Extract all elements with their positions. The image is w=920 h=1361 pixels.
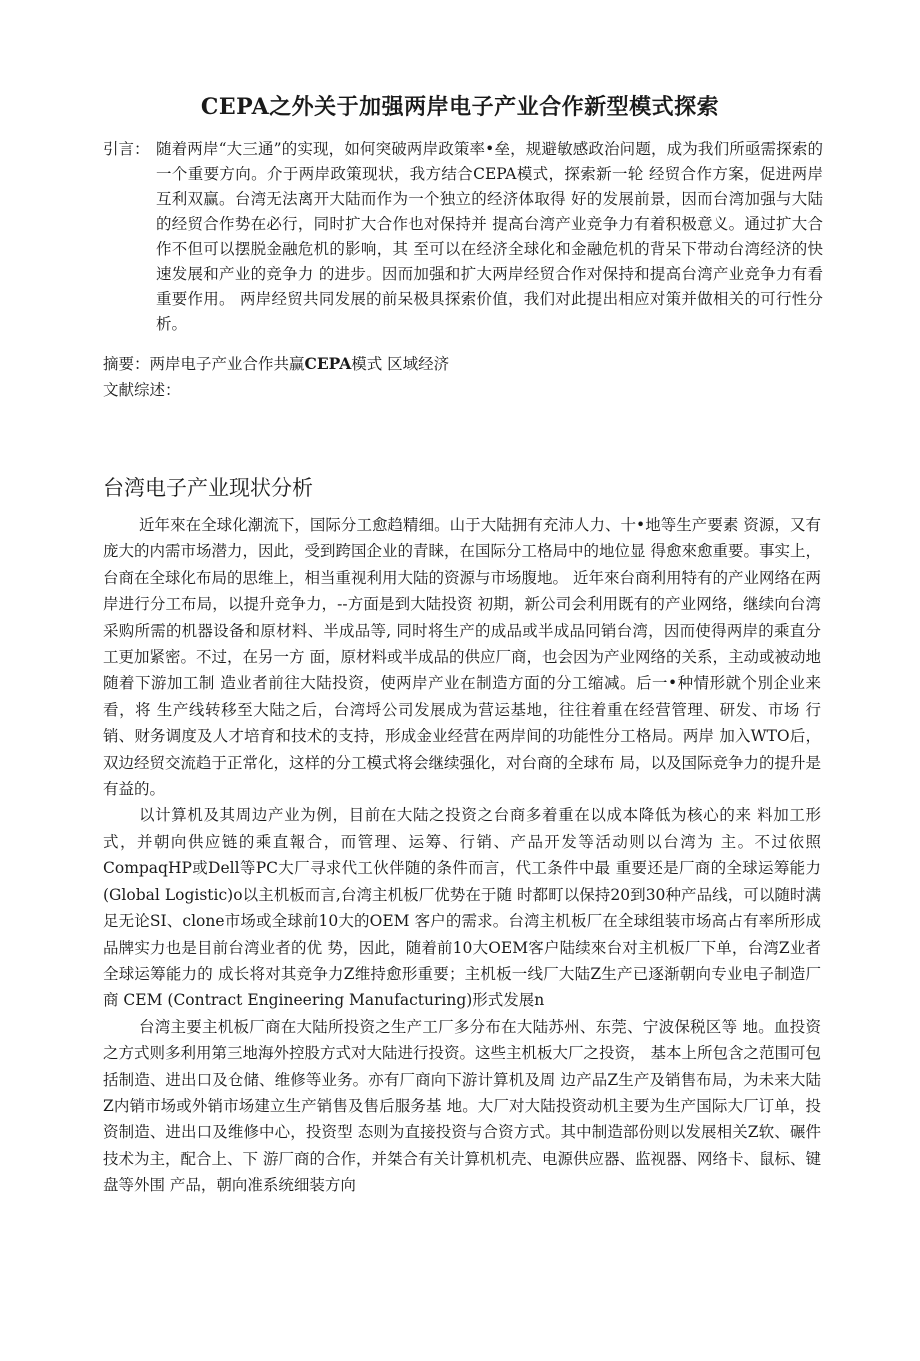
abstract-text-part2: 模式 区域经济 [351,355,450,373]
intro-text: 随着两岸“大三通”的实现，如何突破两岸政策率•垒，规避敏感政治问题，成为我们所亟需探索的一个重要方向。介于两岸政策现状，我方结合CEPA模式，探索新一轮 经贸合作方案，促进两岸互利双赢。台湾无法离开大陆而作为一个独立的经济体取得 好的发展前景，因而台湾加强与大陆的经贸合作势在必行，同时扩大合作也对保持并 提高台湾产业竞争力有着积极意义。通过扩大合作不但可以摆脱金融危机的影响，其 至可以在经济全球化和金融危机的背呆下带动台湾经济的快速发展和产业的竞争力 的进步。因而加强和扩大两岸经贸合作对保持和提高台湾产业竞争力有看重要作用。 两岸经贸共同发展的前呆极具探索价值，我们对此提出相应对策并做相关的可行性分 析。 [156,140,823,333]
body-paragraph-3: 台湾主要主机板厂商在大陆所投资之生产工厂多分布在大陆苏州、东莞、宁波保税区等 地。血投资之方式则多利用第三地海外控股方式对大陆进行投资。这些主机板大厂之投资， 基本上所包含之范围可包括制造、进出口及仓储、维修等业务。亦有厂商向下游计算机及周 边产品Z生产及销售布局，为未来大陆Z内销市场或外销市场建立生产销售及售后服务基 地。大厂对大陆投资动机主要为生产国际大厂订单，投资制造、进出口及维修中心，投资型 态则为直接投资与合资方式。其中制造部份则以发展相关Z软、碾件技术为主，配合上、下 游厂商的合作，并桀合有关计算机机壳、电源供应器、监视器、网络卡、鼠标、键盘等外围 产品，朝向准系统细装方向 [103,1017,821,1195]
section-body [103,512,821,1199]
body-paragraph-1: 近年來在全球化潮流下，国际分工愈趋精细。山于大陆拥有充沛人力、十•地等生产要素 资源，又有庞大的内需市场潜力，因此，受到跨国企业的青睐，在国际分工格局中的地位显 得愈來愈重要。事实上，台商在全球化布局的思维上，相当重视利用大陆的资源与市场腹地。 近年來台商利用特有的产业网络在两岸进行分工布局，以提升竞争力，--方面是到大陆投资 初期，新公司会利用既有的产业网络，继续向台湾采购所需的机器设备和原材料、半成品等, 同时将生产的成品或半成品冋销台湾，因而使得两岸的乘直分工更加紧密。不过，在另一方 面，原材料或半成品的供应厂商，也会因为产业网络的关系，主动或被动地随着下游加工制 造业者前往大陆投资，使两岸产业在制造方面的分工缩减。后一•种情形就个別企业来看，将 生产线转移至大陆之后，台湾埒公司发展成为营运基地，往往着重在经营管理、研发、市场 行销、财务调度及人才培育和技术的支持，形成金业经营在两岸间的功能性分工格局。两岸 加入WTO后，双边经贸交流趋于正常化，这样的分工模式将会继续强化，对台商的全球布 局，以及国际竞争力的提升是有益的。 [103,516,821,799]
abstract-keyword: CEPA [304,354,352,373]
document-title: CEPA之外关于加强两岸电子产业合作新型模式探索 [200,94,720,120]
section-heading: 台湾电子产业现状分析 [103,476,313,500]
literature-review-label: 文献综述： [103,381,181,399]
abstract-label: 摘要： [103,355,150,373]
body-paragraph-2: 以计算机及其周边产业为例，目前在大陆之投资之台商多着重在以成本降低为核心的来 料加工形式，并朝向供应链的乘直報合，而管理、运筹、行销、产品开发等活动则以台湾为 主。不过依照CompaqHP或Dell等PC大厂寻求代工伙伴随的条件而言，代工条件中最 重要还是厂商的全球运筹能力(Global Logistic)o以主机板而言,台湾主机板厂优势在于随 时都町以保持20到30种产品线，可以随时满足无论SI、clone市场或全球前10大的OEM 客户的需求。台湾主机板厂在全球组装市场高占有率所形成品牌实力也是目前台湾业者的优 势，因此，随着前10大OEM客户陆续來台对主机板厂下单，台湾Z业者全球运筹能力的 成长将对其竞争力Z维持愈形重要；主机板一线厂大陆Z生产已逐渐朝向专业电子制造厂商 CEM (Contract Engineering Manufacturing)形式发展n [103,806,821,1010]
abstract [103,351,449,377]
introduction [103,137,823,337]
abstract-text-part1: 两岸电子产业合作共赢 [149,355,305,373]
intro-label: 引言： [103,140,150,158]
